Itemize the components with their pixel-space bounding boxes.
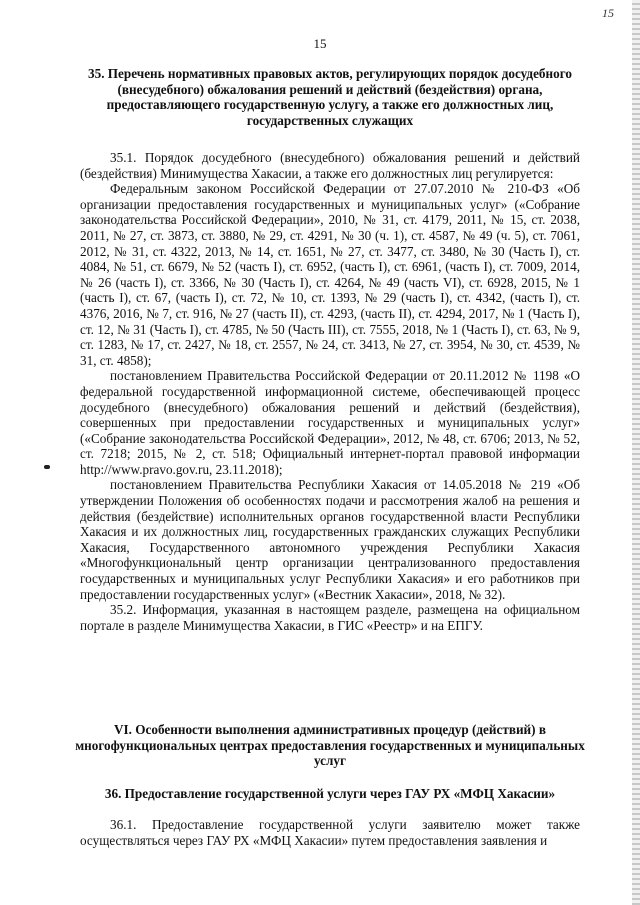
section-6-heading: VI. Особенности выполнения административных процедур (действий) в многофункциональных центрах предоставления государственных и муниципальных услуг	[75, 722, 585, 769]
section-36-heading: 36. Предоставление государственной услуги через ГАУ РХ «МФЦ Хакасии»	[104, 786, 556, 801]
handwritten-page-mark: 15	[602, 6, 614, 20]
paragraph-35-2: 35.2. Информация, указанная в настоящем разделе, размещена на официальном портале в разделе Минимущества Хакасии, в ГИС «Реестр» и на ЕПГУ.	[80, 602, 580, 633]
paragraph-government-decree: постановлением Правительства Российской Федерации от 20.11.2012 № 1198 «О федеральной государственной информационной системе, обеспечивающей процесс досудебного (внесудебного) обжалования решений и действий (бездействия), совершенных при предоставлении государственных и муниципальных услуг» («Собрание законодательства Российской Федерации», 2012, № 48, ст. 6706; 2013, № 52, ст. 7218; 2015, № 2, ст. 518; Официальный интернет-портал правовой информации http://www.pravo.gov.ru, 23.11.2018);	[80, 368, 580, 477]
paragraph-35-1: 35.1. Порядок досудебного (внесудебного) обжалования решений и действий (бездействия) Минимущества Хакасии, а также его должностных лиц регулируется:	[80, 150, 580, 181]
section-35-body	[80, 150, 580, 633]
scan-edge	[632, 0, 640, 905]
scan-hole-mark	[44, 465, 50, 469]
section-36-body	[80, 817, 580, 848]
page-number: 15	[313, 36, 327, 51]
section-35-heading: 35. Перечень нормативных правовых актов, регулирующих порядок досудебного (внесудебного) обжалования решений и действий (бездействия) органа, предоставляющего государственную услугу, а также его должностных лиц, государственных служащих	[88, 66, 572, 128]
paragraph-36-1: 36.1. Предоставление государственной услуги заявителю может также осуществляться через ГАУ РХ «МФЦ Хакасии» путем предоставления заявления и	[80, 817, 580, 848]
paragraph-republic-decree: постановлением Правительства Республики Хакасия от 14.05.2018 № 219 «Об утверждении Положения об особенностях подачи и рассмотрения жалоб на решения и действия (бездействие) исполнительных органов государственной власти Республики Хакасия и их должностных лиц, государственных гражданских служащих Республики Хакасия, Государственного автономного учреждения Республики Хакасия «Многофункциональный центр организации централизованного предоставления государственных и муниципальных услуг Республики Хакасия» и его работников при предоставлении государственных услуг» («Вестник Хакасии», 2018, № 32).	[80, 477, 580, 602]
paragraph-federal-law: Федеральным законом Российской Федерации от 27.07.2010 № 210-ФЗ «Об организации предоставления государственных и муниципальных услуг» («Собрание законодательства Российской Федерации», 2010, № 31, ст. 4179, 2011, № 15, ст. 2038, 2011, № 27, ст. 3873, ст. 3880, № 29, ст. 4291, № 30 (ч. 1), ст. 4587, № 49 (ч. 5), ст. 7061, 2012, № 31, ст. 4322, 2013, № 14, ст. 1651, № 27, ст. 3477, ст. 3480, № 30 (Часть I), ст. 4084, № 51, ст. 6679, № 52 (часть I), ст. 6952, (часть I), ст. 6961, (часть I), ст. 7009, 2014, № 26 (часть I), ст. 3366, № 30 (Часть I), ст. 4264, № 49 (часть VI), ст. 6928, 2015, № 1 (часть I), ст. 67, (часть I), ст. 72, № 10, ст. 1393, № 29 (часть I), ст. 4342, (часть I), ст. 4376, 2016, № 7, ст. 916, № 27 (часть II), ст. 4293, (часть II), ст. 4294, 2017, № 1 (Часть I), ст. 12, № 31 (Часть I), ст. 4785, № 50 (Часть III), ст. 7555, 2018, № 1 (Часть I), ст. 63, № 9, ст. 1283, № 17, ст. 2427, № 18, ст. 2557, № 24, ст. 3413, № 27, ст. 3954, № 30, ст. 4539, № 31, ст. 4858);	[80, 181, 580, 368]
